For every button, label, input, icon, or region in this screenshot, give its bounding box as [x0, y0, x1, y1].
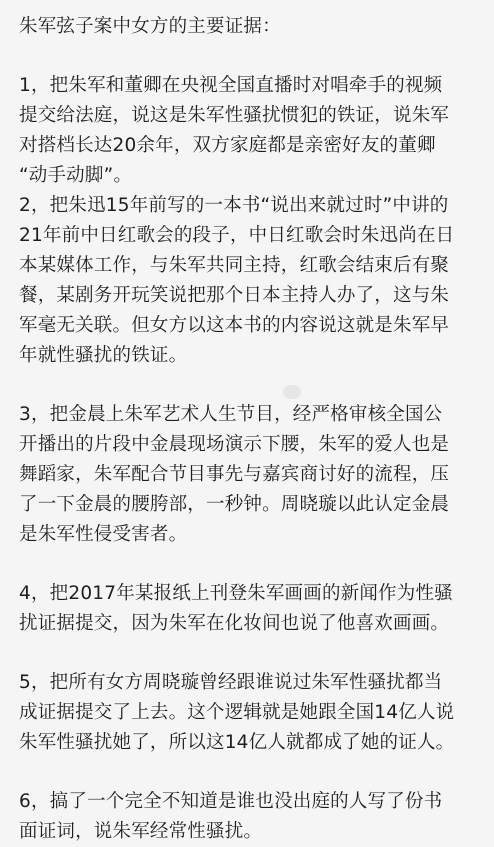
text-line: 餐，某剧务开玩笑说把那个日本主持人办了，这与朱	[19, 285, 450, 306]
text-line: 3，把金晨上朱军艺术人生节目，经严格审核全国公	[19, 404, 443, 425]
text-line: 舞蹈家，朱军配合节目事先与嘉宾商讨好的流程，压	[19, 464, 450, 485]
evidence-item-2	[19, 191, 479, 371]
text-line: “动手动脚”。	[19, 165, 133, 186]
evidence-item-5	[19, 668, 479, 758]
text-line: 了一下金晨的腰胯部，一秒钟。周晓璇以此认定金晨	[19, 494, 450, 515]
watermark-mark	[283, 385, 301, 399]
text-line: 对搭档长达20余年，双方家庭都是亲密好友的董卿	[19, 135, 436, 156]
paragraph-gap	[19, 639, 479, 668]
text-line: 军毫无关联。但女方以这本书的内容说这就是朱军早	[19, 315, 450, 336]
text-line: 本某媒体工作，与朱军共同主持，红歌会结束后有聚	[19, 255, 450, 276]
document-title: 朱军弦子案中女方的主要证据：	[19, 16, 281, 37]
paragraph-gap	[19, 550, 479, 579]
text-line: 成证据提交了上去。这个逻辑就是她跟全国14亿人说	[19, 702, 455, 723]
text-line: 年就性骚扰的铁证。	[19, 345, 188, 366]
paragraph-gap	[19, 42, 479, 71]
paragraph-gap	[19, 758, 479, 787]
text-line: 21年前中日红歌会的段子，中日红歌会时朱迅尚在日	[19, 225, 455, 246]
text-line: 5，把所有女方周晓璇曾经跟谁说过朱军性骚扰都当	[19, 672, 443, 693]
text-line: 面证词，说朱军经常性骚扰。	[19, 821, 263, 842]
text-line: 开播出的片段中金晨现场演示下腰，朱军的爱人也是	[19, 434, 450, 455]
evidence-item-4	[19, 579, 479, 639]
evidence-item-6	[19, 787, 479, 847]
text-line: 是朱军性侵受害者。	[19, 524, 188, 545]
text-line: 2，把朱迅15年前写的一本书“说出来就过时”中讲的	[19, 195, 449, 216]
text-line: 扰证据提交，因为朱军在化妆间也说了他喜欢画画。	[19, 613, 450, 634]
text-line: 6，搞了一个完全不知道是谁也没出庭的人写了份书	[19, 791, 443, 812]
text-line: 4，把2017年某报纸上刊登朱军画画的新闻作为性骚	[19, 583, 453, 604]
text-line: 1，把朱军和董卿在央视全国直播时对唱牵手的视频	[19, 75, 443, 96]
text-line: 提交给法庭，说这是朱军性骚扰惯犯的铁证，说朱军	[19, 105, 450, 126]
paragraph-gap	[19, 371, 479, 400]
text-line: 朱军性骚扰她了，所以这14亿人就都成了她的证人。	[19, 732, 455, 753]
evidence-item-1	[19, 71, 479, 191]
evidence-item-3	[19, 400, 479, 550]
